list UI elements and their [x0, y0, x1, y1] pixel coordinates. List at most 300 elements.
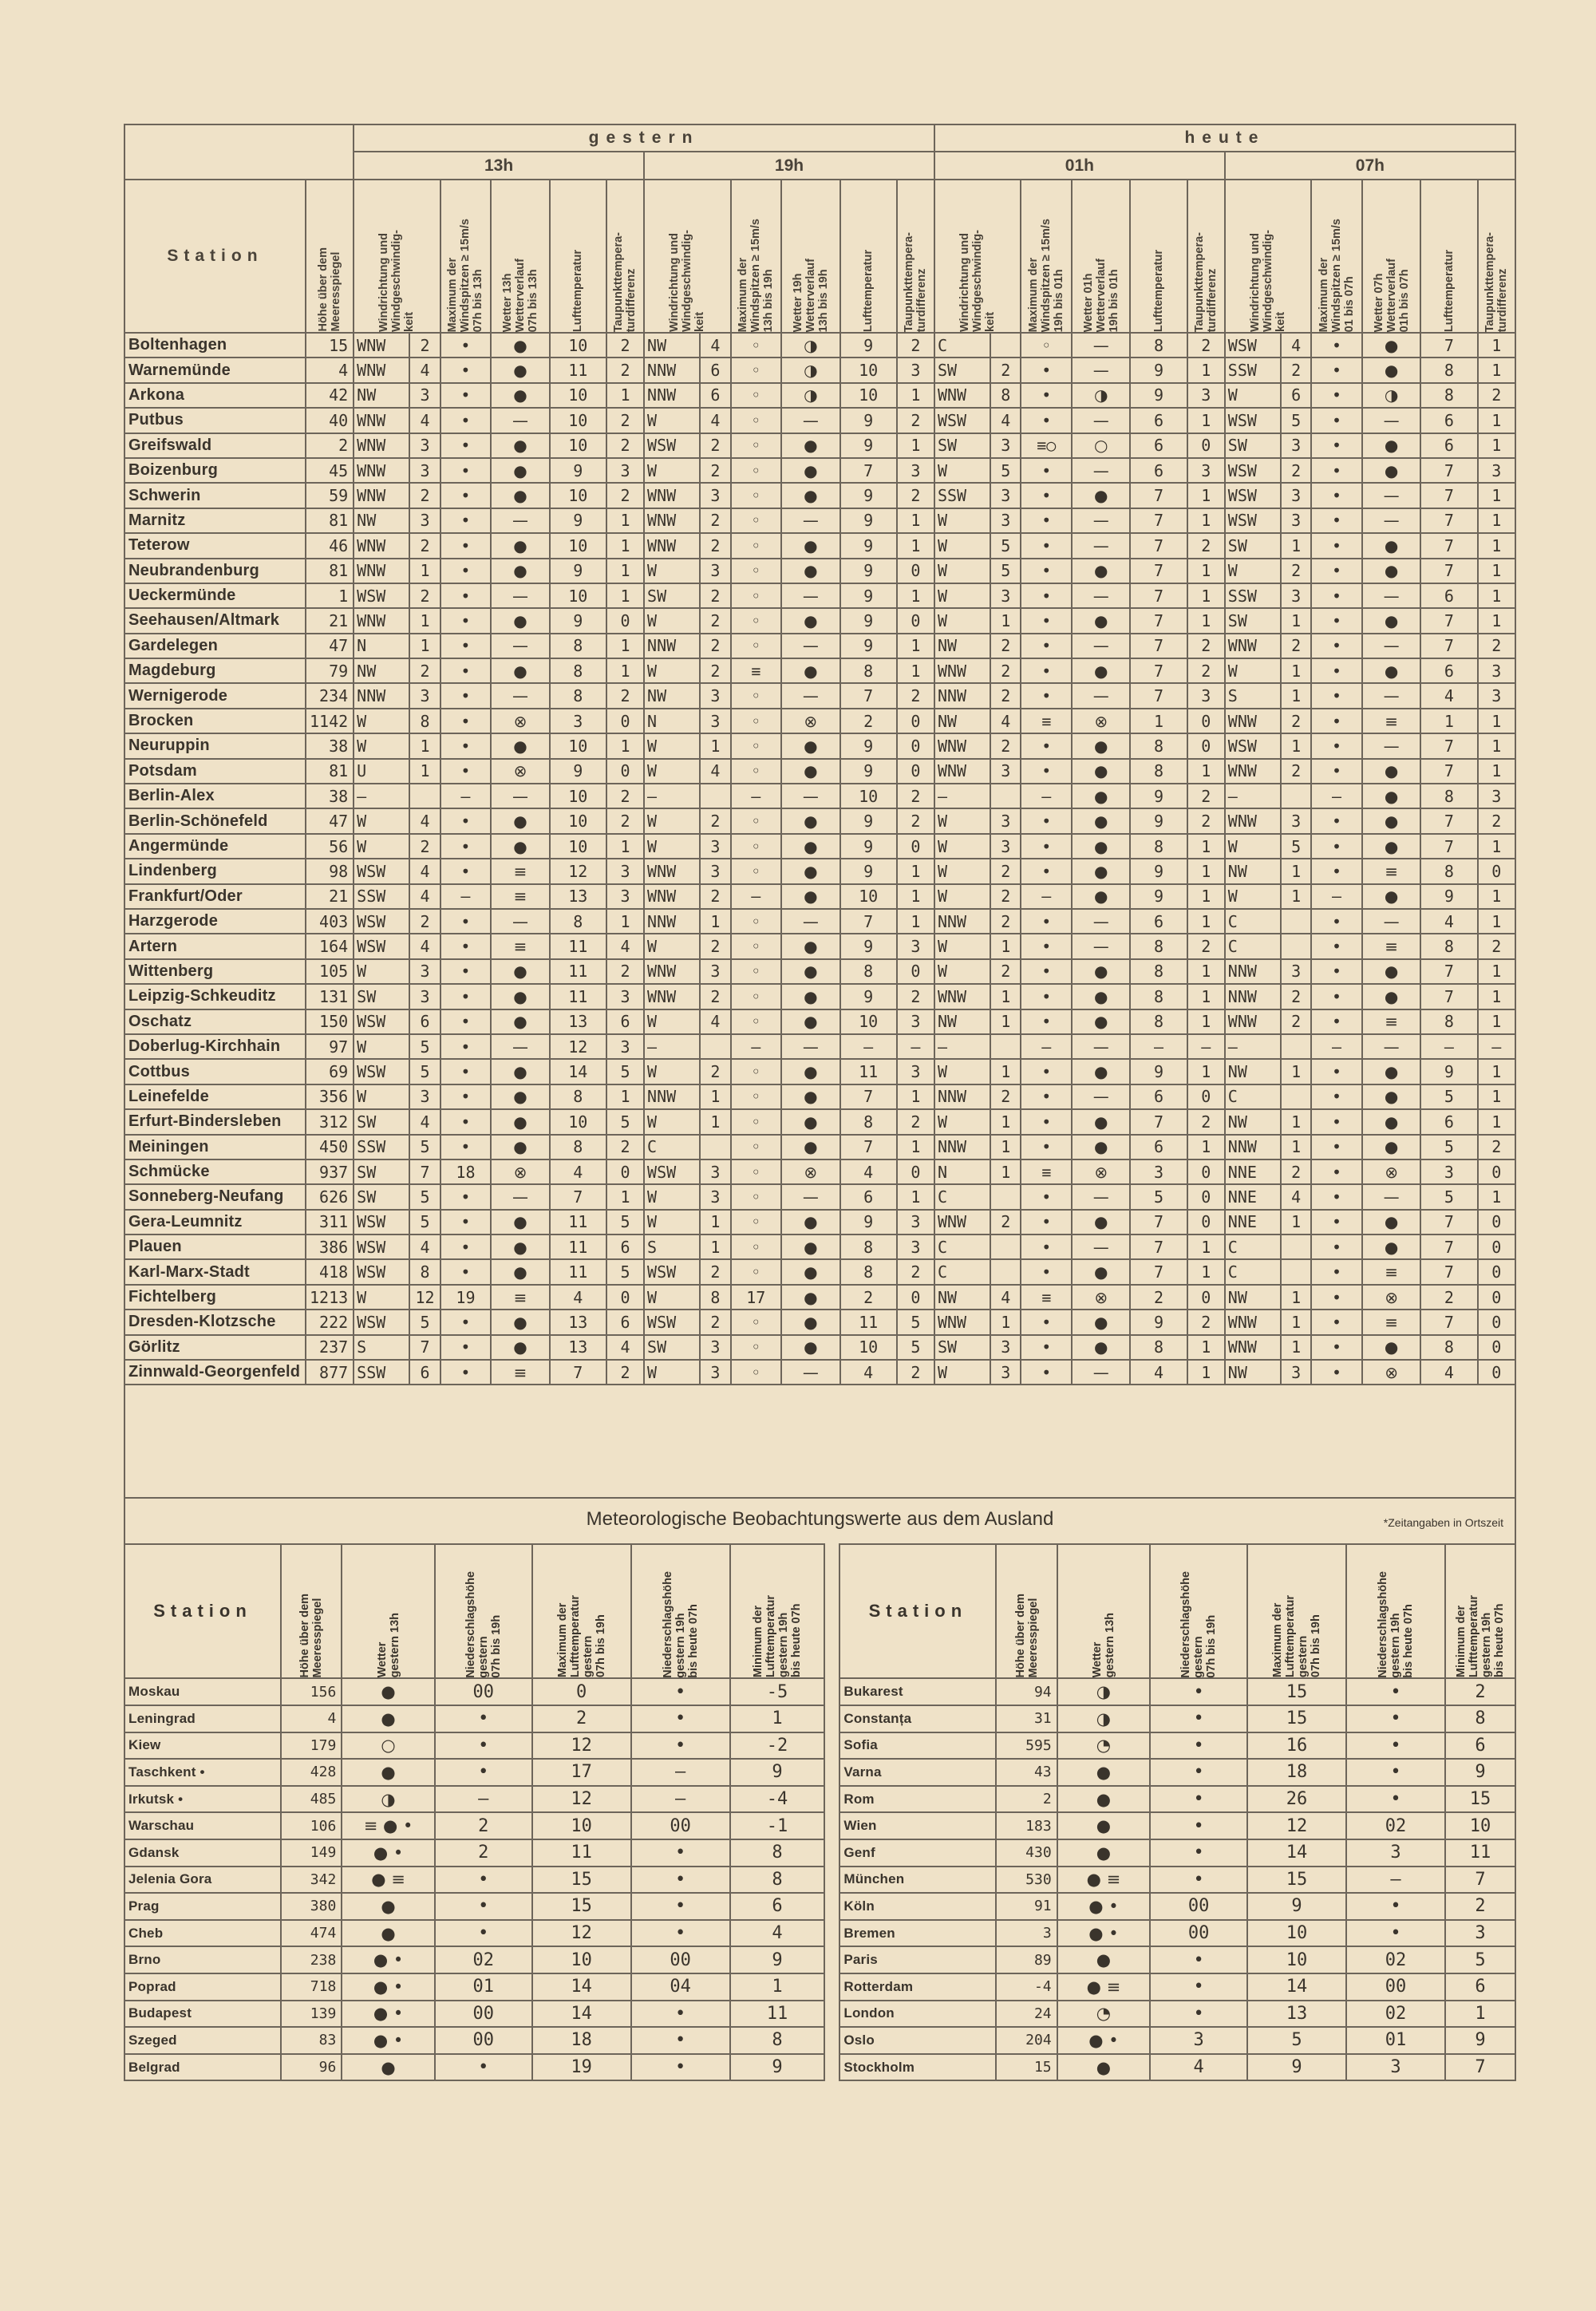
wind-speed-19: 2 [700, 884, 730, 909]
wind-speed-19: 2 [700, 634, 730, 658]
wind-direction-01: C [934, 333, 990, 358]
station-name: Karl-Marx-Stadt [124, 1259, 306, 1284]
gust-max-07: • [1311, 634, 1362, 658]
weather-symbol-19: ● [781, 433, 839, 458]
weather-symbol-07: ● [1362, 333, 1420, 358]
wind-direction-19: WNW [644, 859, 700, 883]
wind-speed-19: 3 [700, 859, 730, 883]
wind-speed-01: 1 [990, 1009, 1021, 1034]
gust-max-13: • [440, 408, 492, 433]
wind-direction-07: W [1225, 834, 1281, 859]
wind-speed-19: 3 [700, 483, 730, 508]
wind-direction-13: WSW [354, 909, 409, 934]
air-temperature-01: 7 [1130, 1259, 1187, 1284]
foreign-max-temp: 15 [1247, 1867, 1346, 1894]
air-temperature-13: 7 [550, 1184, 606, 1209]
foreign-precip-day: • [1150, 1867, 1247, 1894]
foreign-max-temp: 18 [532, 2027, 631, 2054]
weather-symbol-13: — [491, 1034, 549, 1059]
gust-max-01: • [1021, 1009, 1072, 1034]
wind-direction-01: W [934, 859, 990, 883]
air-temperature-13: 8 [550, 1084, 606, 1109]
wind-speed-07: 5 [1281, 834, 1311, 859]
dewpoint-difference-01: 1 [1187, 583, 1225, 608]
dewpoint-difference-01: 1 [1187, 759, 1225, 784]
dewpoint-difference-01: 0 [1187, 1184, 1225, 1209]
wind-direction-01: SSW [934, 483, 990, 508]
gust-max-13: — [440, 884, 492, 909]
weather-symbol-13: ● [491, 383, 549, 408]
heute-header: heute [934, 124, 1515, 152]
weather-symbol-19: ● [781, 1310, 839, 1334]
station-name: Brocken [124, 709, 306, 733]
column-gap [824, 1678, 839, 1705]
station-row [124, 884, 1515, 909]
foreign-precip-day: 2 [435, 1839, 532, 1867]
dewpoint-difference-19: 5 [897, 1310, 934, 1334]
wind-direction-19: WSW [644, 1159, 700, 1184]
weather-symbol-19: ◑ [781, 358, 839, 382]
dewpoint-difference-07: — [1478, 1034, 1515, 1059]
foreign-min-temp: 8 [730, 2027, 825, 2054]
weather-symbol-13: ● [491, 1009, 549, 1034]
gust-max-13: 18 [440, 1159, 492, 1184]
foreign-precip-night: • [631, 1678, 730, 1705]
wind-direction-19: W [644, 458, 700, 483]
wind-speed-19: 6 [700, 358, 730, 382]
foreign-station-height: 96 [281, 2054, 342, 2081]
foreign-station-name: Warschau [124, 1812, 281, 1839]
wind-direction-01: C [934, 1235, 990, 1259]
wind-direction-07: WSW [1225, 333, 1281, 358]
gust-max-19: ◦ [731, 559, 782, 583]
station-row [124, 583, 1515, 608]
air-temperature-19: 9 [840, 408, 897, 433]
air-temperature-01: 8 [1130, 1335, 1187, 1360]
dewpoint-difference-07: 1 [1478, 483, 1515, 508]
wind-speed-13: 3 [409, 959, 440, 984]
foreign-station-name: Oslo [839, 2027, 996, 2054]
wind-speed-13 [409, 784, 440, 808]
wind-direction-07: NW [1225, 1360, 1281, 1385]
wind-speed-07: 3 [1281, 433, 1311, 458]
station-row [124, 1084, 1515, 1109]
weather-symbol-19: ● [781, 1135, 839, 1159]
air-temperature-01: 7 [1130, 658, 1187, 683]
weather-symbol-19: ● [781, 1084, 839, 1109]
hour-13-header: 13h [354, 152, 644, 180]
weather-symbol-01: ● [1072, 1210, 1130, 1235]
station-height: 40 [306, 408, 354, 433]
gust-max-13: • [440, 1135, 492, 1159]
foreign-max-temp: 9 [1247, 1893, 1346, 1920]
foreign-station-height: -4 [996, 1973, 1057, 2001]
wind-direction-01: W [934, 1360, 990, 1385]
air-temperature-19: 4 [840, 1159, 897, 1184]
foreign-weather-symbol: ◔ [1057, 2001, 1151, 2028]
dewpoint-difference-07: 1 [1478, 1084, 1515, 1109]
station-height: 45 [306, 458, 354, 483]
weather-symbol-19: ⊗ [781, 1159, 839, 1184]
wind-direction-07: SW [1225, 608, 1281, 633]
column-gap [824, 1786, 839, 1813]
wind-speed-19: 3 [700, 1184, 730, 1209]
column-gap [824, 1839, 839, 1867]
wind-speed-19: 2 [700, 583, 730, 608]
foreign-precip-day: • [1150, 1973, 1247, 2001]
dewpoint-difference-07: 1 [1478, 508, 1515, 533]
dewpoint-difference-01: 2 [1187, 333, 1225, 358]
gust-max-07: • [1311, 959, 1362, 984]
air-temperature-13: 14 [550, 1059, 606, 1084]
foreign-station-header-right: Station [839, 1544, 996, 1678]
wind-speed-07 [1281, 1235, 1311, 1259]
wind-speed-13: 5 [409, 1135, 440, 1159]
dewpoint-difference-01: 3 [1187, 683, 1225, 708]
dewpoint-difference-01: 1 [1187, 1135, 1225, 1159]
foreign-row [124, 1973, 1515, 2001]
station-height: 131 [306, 984, 354, 1009]
station-height: 4 [306, 358, 354, 382]
air-temperature-01: 7 [1130, 533, 1187, 558]
air-temperature-07: 6 [1420, 583, 1477, 608]
air-temperature-07: 7 [1420, 1259, 1477, 1284]
wind-speed-19: 2 [700, 808, 730, 833]
wind-direction-01: NNW [934, 1084, 990, 1109]
weather-19-header: Wetter 19h Wetterverlauf 13h bis 19h [781, 180, 839, 333]
station-height: 356 [306, 1084, 354, 1109]
station-name: Sonneberg-Neufang [124, 1184, 306, 1209]
station-name: Wernigerode [124, 683, 306, 708]
station-height: 626 [306, 1184, 354, 1209]
blank-area [124, 1385, 1515, 1497]
foreign-precip-day: • [1150, 1839, 1247, 1867]
air-temperature-13: 11 [550, 1259, 606, 1284]
dewpoint-difference-13: 1 [606, 909, 644, 934]
air-temperature-01: 3 [1130, 1159, 1187, 1184]
gust-max-01: ≡○ [1021, 433, 1072, 458]
air-temperature-19: 9 [840, 583, 897, 608]
dewpoint-difference-19: 1 [897, 583, 934, 608]
gust-max-01: • [1021, 1109, 1072, 1134]
wind-speed-13: 4 [409, 1235, 440, 1259]
weather-symbol-01: ● [1072, 658, 1130, 683]
air-temperature-19: 9 [840, 533, 897, 558]
weather-symbol-13: ● [491, 559, 549, 583]
air-temperature-01: 7 [1130, 1109, 1187, 1134]
gust-07-header: Maximum der Windspitzen ≥ 15m/s 01 bis 07h [1311, 180, 1362, 333]
wind-speed-01: 1 [990, 984, 1021, 1009]
gust-max-13: • [440, 1109, 492, 1134]
station-name: Oschatz [124, 1009, 306, 1034]
wind-direction-13: W [354, 1084, 409, 1109]
dewpoint-difference-13: 0 [606, 1159, 644, 1184]
foreign-precip-night: • [631, 1732, 730, 1760]
wind-direction-01: WNW [934, 383, 990, 408]
dewpoint-difference-07: 1 [1478, 984, 1515, 1009]
air-temperature-01: 7 [1130, 508, 1187, 533]
air-temperature-01: 7 [1130, 583, 1187, 608]
dewpoint-difference-19: 2 [897, 1360, 934, 1385]
foreign-weather-symbol: ● • [342, 1973, 435, 2001]
foreign-max-temp: 12 [532, 1786, 631, 1813]
weather-symbol-13: ● [491, 658, 549, 683]
station-name: Schmücke [124, 1159, 306, 1184]
weather-symbol-01: ● [1072, 984, 1130, 1009]
air-temperature-19: 9 [840, 984, 897, 1009]
foreign-row [124, 1705, 1515, 1732]
weather-symbol-07: — [1362, 1184, 1420, 1209]
air-temperature-19: 9 [840, 634, 897, 658]
air-temperature-13: 10 [550, 733, 606, 758]
gust-max-07: • [1311, 909, 1362, 934]
wind-speed-07 [1281, 1034, 1311, 1059]
foreign-row [124, 1839, 1515, 1867]
gust-max-01: • [1021, 1210, 1072, 1235]
foreign-title-bar [124, 1497, 1516, 1543]
weather-symbol-07: ● [1362, 1335, 1420, 1360]
dewpoint-difference-07: 3 [1478, 458, 1515, 483]
weather-symbol-13: ● [491, 834, 549, 859]
dewpoint-difference-19: 0 [897, 1159, 934, 1184]
weather-symbol-01: ○ [1072, 433, 1130, 458]
wind-direction-13: WNW [354, 408, 409, 433]
wind-direction-19: WNW [644, 884, 700, 909]
wind-speed-19: 1 [700, 1235, 730, 1259]
dewpoint-difference-01: 1 [1187, 559, 1225, 583]
station-name: Berlin-Alex [124, 784, 306, 808]
foreign-max-temp: 0 [532, 1678, 631, 1705]
wind-speed-01: 3 [990, 759, 1021, 784]
weather-symbol-01: ◑ [1072, 383, 1130, 408]
gust-max-07: • [1311, 1009, 1362, 1034]
wind-direction-19: SW [644, 583, 700, 608]
dewpoint-difference-13: 1 [606, 1184, 644, 1209]
dewpoint-difference-19: 2 [897, 1109, 934, 1134]
gust-max-01: • [1021, 583, 1072, 608]
station-row [124, 559, 1515, 583]
dewpoint-difference-07: 1 [1478, 1184, 1515, 1209]
column-header-row [124, 180, 1515, 333]
wind-direction-07: NW [1225, 1059, 1281, 1084]
corner-cell [124, 124, 354, 180]
air-temperature-01: 7 [1130, 483, 1187, 508]
dewpoint-difference-13: 3 [606, 984, 644, 1009]
dewpoint-difference-13: 2 [606, 433, 644, 458]
dewpoint-difference-01: 2 [1187, 1109, 1225, 1134]
gust-max-07: • [1311, 1360, 1362, 1385]
station-height: 42 [306, 383, 354, 408]
foreign-precip-day: 00 [435, 2027, 532, 2054]
air-temperature-07: 1 [1420, 709, 1477, 733]
weather-symbol-07: ● [1362, 759, 1420, 784]
air-temperature-01: 6 [1130, 458, 1187, 483]
wind-direction-01: NNW [934, 683, 990, 708]
station-row [124, 984, 1515, 1009]
station-row [124, 1285, 1515, 1310]
station-row [124, 784, 1515, 808]
wind-speed-19: 2 [700, 508, 730, 533]
weather-symbol-19: ● [781, 1009, 839, 1034]
air-temperature-13: 10 [550, 583, 606, 608]
dewpoint-difference-13: 1 [606, 658, 644, 683]
air-temperature-19: 10 [840, 383, 897, 408]
gust-max-01: • [1021, 408, 1072, 433]
dewpoint-difference-01: 3 [1187, 383, 1225, 408]
weather-symbol-01: — [1072, 408, 1130, 433]
wind-direction-13: WNW [354, 533, 409, 558]
station-height: 81 [306, 559, 354, 583]
air-temperature-07: 3 [1420, 1159, 1477, 1184]
dewpoint-difference-13: 0 [606, 1285, 644, 1310]
foreign-station-height: 204 [996, 2027, 1057, 2054]
weather-symbol-13: ● [491, 1259, 549, 1284]
wind-speed-01 [990, 1235, 1021, 1259]
dewpoint-difference-01: 1 [1187, 884, 1225, 909]
wind-speed-19: 3 [700, 709, 730, 733]
foreign-station-name: Paris [839, 1946, 996, 1973]
air-temperature-19: 9 [840, 433, 897, 458]
wind-direction-01: WNW [934, 733, 990, 758]
wind-speed-07: 1 [1281, 533, 1311, 558]
dewpoint-difference-07: 1 [1478, 884, 1515, 909]
air-temperature-13: 11 [550, 1235, 606, 1259]
foreign-station-name: Cheb [124, 1920, 281, 1947]
dewpoint-difference-07: 1 [1478, 358, 1515, 382]
wind-direction-01: WNW [934, 984, 990, 1009]
gust-max-19: ◦ [731, 608, 782, 633]
dewpoint-difference-07: 1 [1478, 333, 1515, 358]
station-row [124, 709, 1515, 733]
foreign-weather-symbol: ● • [342, 1839, 435, 1867]
gust-max-01: • [1021, 759, 1072, 784]
dewpoint-difference-13: 2 [606, 1135, 644, 1159]
air-temperature-19: 9 [840, 333, 897, 358]
air-temperature-07: 8 [1420, 1335, 1477, 1360]
gust-max-07: • [1311, 808, 1362, 833]
wind-speed-19: 1 [700, 733, 730, 758]
air-temperature-01: 8 [1130, 1009, 1187, 1034]
air-temperature-19: 10 [840, 1009, 897, 1034]
weather-symbol-01: ⊗ [1072, 709, 1130, 733]
dewpoint-difference-13: 3 [606, 859, 644, 883]
wind-speed-01: 3 [990, 1335, 1021, 1360]
foreign-min-temp: 5 [1445, 1946, 1515, 1973]
foreign-station-name: Rotterdam [839, 1973, 996, 2001]
wind-speed-13: 2 [409, 658, 440, 683]
foreign-max-temp: 15 [1247, 1678, 1346, 1705]
wind-direction-19: W [644, 408, 700, 433]
dewpoint-difference-19: 3 [897, 358, 934, 382]
air-temperature-13: 10 [550, 834, 606, 859]
hour-07-header: 07h [1225, 152, 1515, 180]
gust-max-07: • [1311, 984, 1362, 1009]
dewpoint-difference-19: 1 [897, 1084, 934, 1109]
foreign-station-height: 156 [281, 1678, 342, 1705]
air-temperature-01: 9 [1130, 808, 1187, 833]
wind-speed-01: 2 [990, 1210, 1021, 1235]
column-gap [824, 1920, 839, 1947]
air-temperature-07: 5 [1420, 1184, 1477, 1209]
weather-symbol-01: — [1072, 583, 1130, 608]
station-row [124, 1259, 1515, 1284]
air-temperature-01: 9 [1130, 884, 1187, 909]
foreign-min-header-left: Minimum der Lufttemperatur gestern 19h bis heute 07h [730, 1544, 825, 1678]
wind-direction-13: NW [354, 383, 409, 408]
station-name: Erfurt-Bindersleben [124, 1109, 306, 1134]
station-height: 56 [306, 834, 354, 859]
wind-direction-01: WNW [934, 658, 990, 683]
weather-symbol-13: ● [491, 1310, 549, 1334]
station-name: Gardelegen [124, 634, 306, 658]
weather-symbol-19: ◑ [781, 383, 839, 408]
air-temperature-19: 10 [840, 884, 897, 909]
air-temperature-01: 6 [1130, 1135, 1187, 1159]
gust-max-19: ◦ [731, 959, 782, 984]
wind-speed-07: 1 [1281, 608, 1311, 633]
gust-max-19: ◦ [731, 808, 782, 833]
foreign-weather-symbol: ◑ [1057, 1705, 1151, 1732]
foreign-min-temp: 11 [730, 2001, 825, 2028]
wind-speed-07: 2 [1281, 458, 1311, 483]
station-height: 47 [306, 634, 354, 658]
dewpoint-difference-19: 2 [897, 333, 934, 358]
air-temperature-19: 8 [840, 1259, 897, 1284]
air-temperature-13: 8 [550, 683, 606, 708]
gust-max-07: • [1311, 458, 1362, 483]
air-temperature-19: 4 [840, 1360, 897, 1385]
foreign-precip-day: 00 [1150, 1920, 1247, 1947]
hour-19-header: 19h [644, 152, 934, 180]
wind-speed-13: 6 [409, 1360, 440, 1385]
wind-direction-07: WNW [1225, 1310, 1281, 1334]
wind-speed-19: 3 [700, 1360, 730, 1385]
dewpoint-difference-07: 1 [1478, 1059, 1515, 1084]
air-temperature-07: 7 [1420, 984, 1477, 1009]
wind-speed-01: 3 [990, 834, 1021, 859]
dewpoint-difference-13: 2 [606, 1360, 644, 1385]
station-height: 234 [306, 683, 354, 708]
column-gap [824, 1544, 839, 1678]
weather-symbol-07: ● [1362, 358, 1420, 382]
wind-speed-13: 4 [409, 358, 440, 382]
air-temperature-13: 7 [550, 1360, 606, 1385]
wind-direction-19: W [644, 759, 700, 784]
weather-symbol-01: — [1072, 683, 1130, 708]
wind-direction-07: WSW [1225, 408, 1281, 433]
wind-direction-07: C [1225, 909, 1281, 934]
column-gap [824, 1759, 839, 1786]
air-temperature-13: 11 [550, 1210, 606, 1235]
air-temperature-19: 7 [840, 1135, 897, 1159]
weather-13-header: Wetter 13h Wetterverlauf 07h bis 13h [491, 180, 549, 333]
dewpoint-difference-07: 2 [1478, 634, 1515, 658]
air-temperature-19: 9 [840, 733, 897, 758]
wind-speed-07 [1281, 909, 1311, 934]
dewpoint-difference-13: 1 [606, 533, 644, 558]
weather-symbol-01: — [1072, 333, 1130, 358]
station-height: 237 [306, 1335, 354, 1360]
dewpoint-difference-01: 1 [1187, 483, 1225, 508]
weather-symbol-07: ● [1362, 808, 1420, 833]
gust-max-19: ◦ [731, 408, 782, 433]
wind-speed-19: 4 [700, 408, 730, 433]
weather-symbol-07: ● [1362, 433, 1420, 458]
air-temperature-01: 9 [1130, 784, 1187, 808]
dewpoint-difference-19: 1 [897, 658, 934, 683]
wind-speed-13: 2 [409, 483, 440, 508]
gust-max-19: ◦ [731, 1135, 782, 1159]
